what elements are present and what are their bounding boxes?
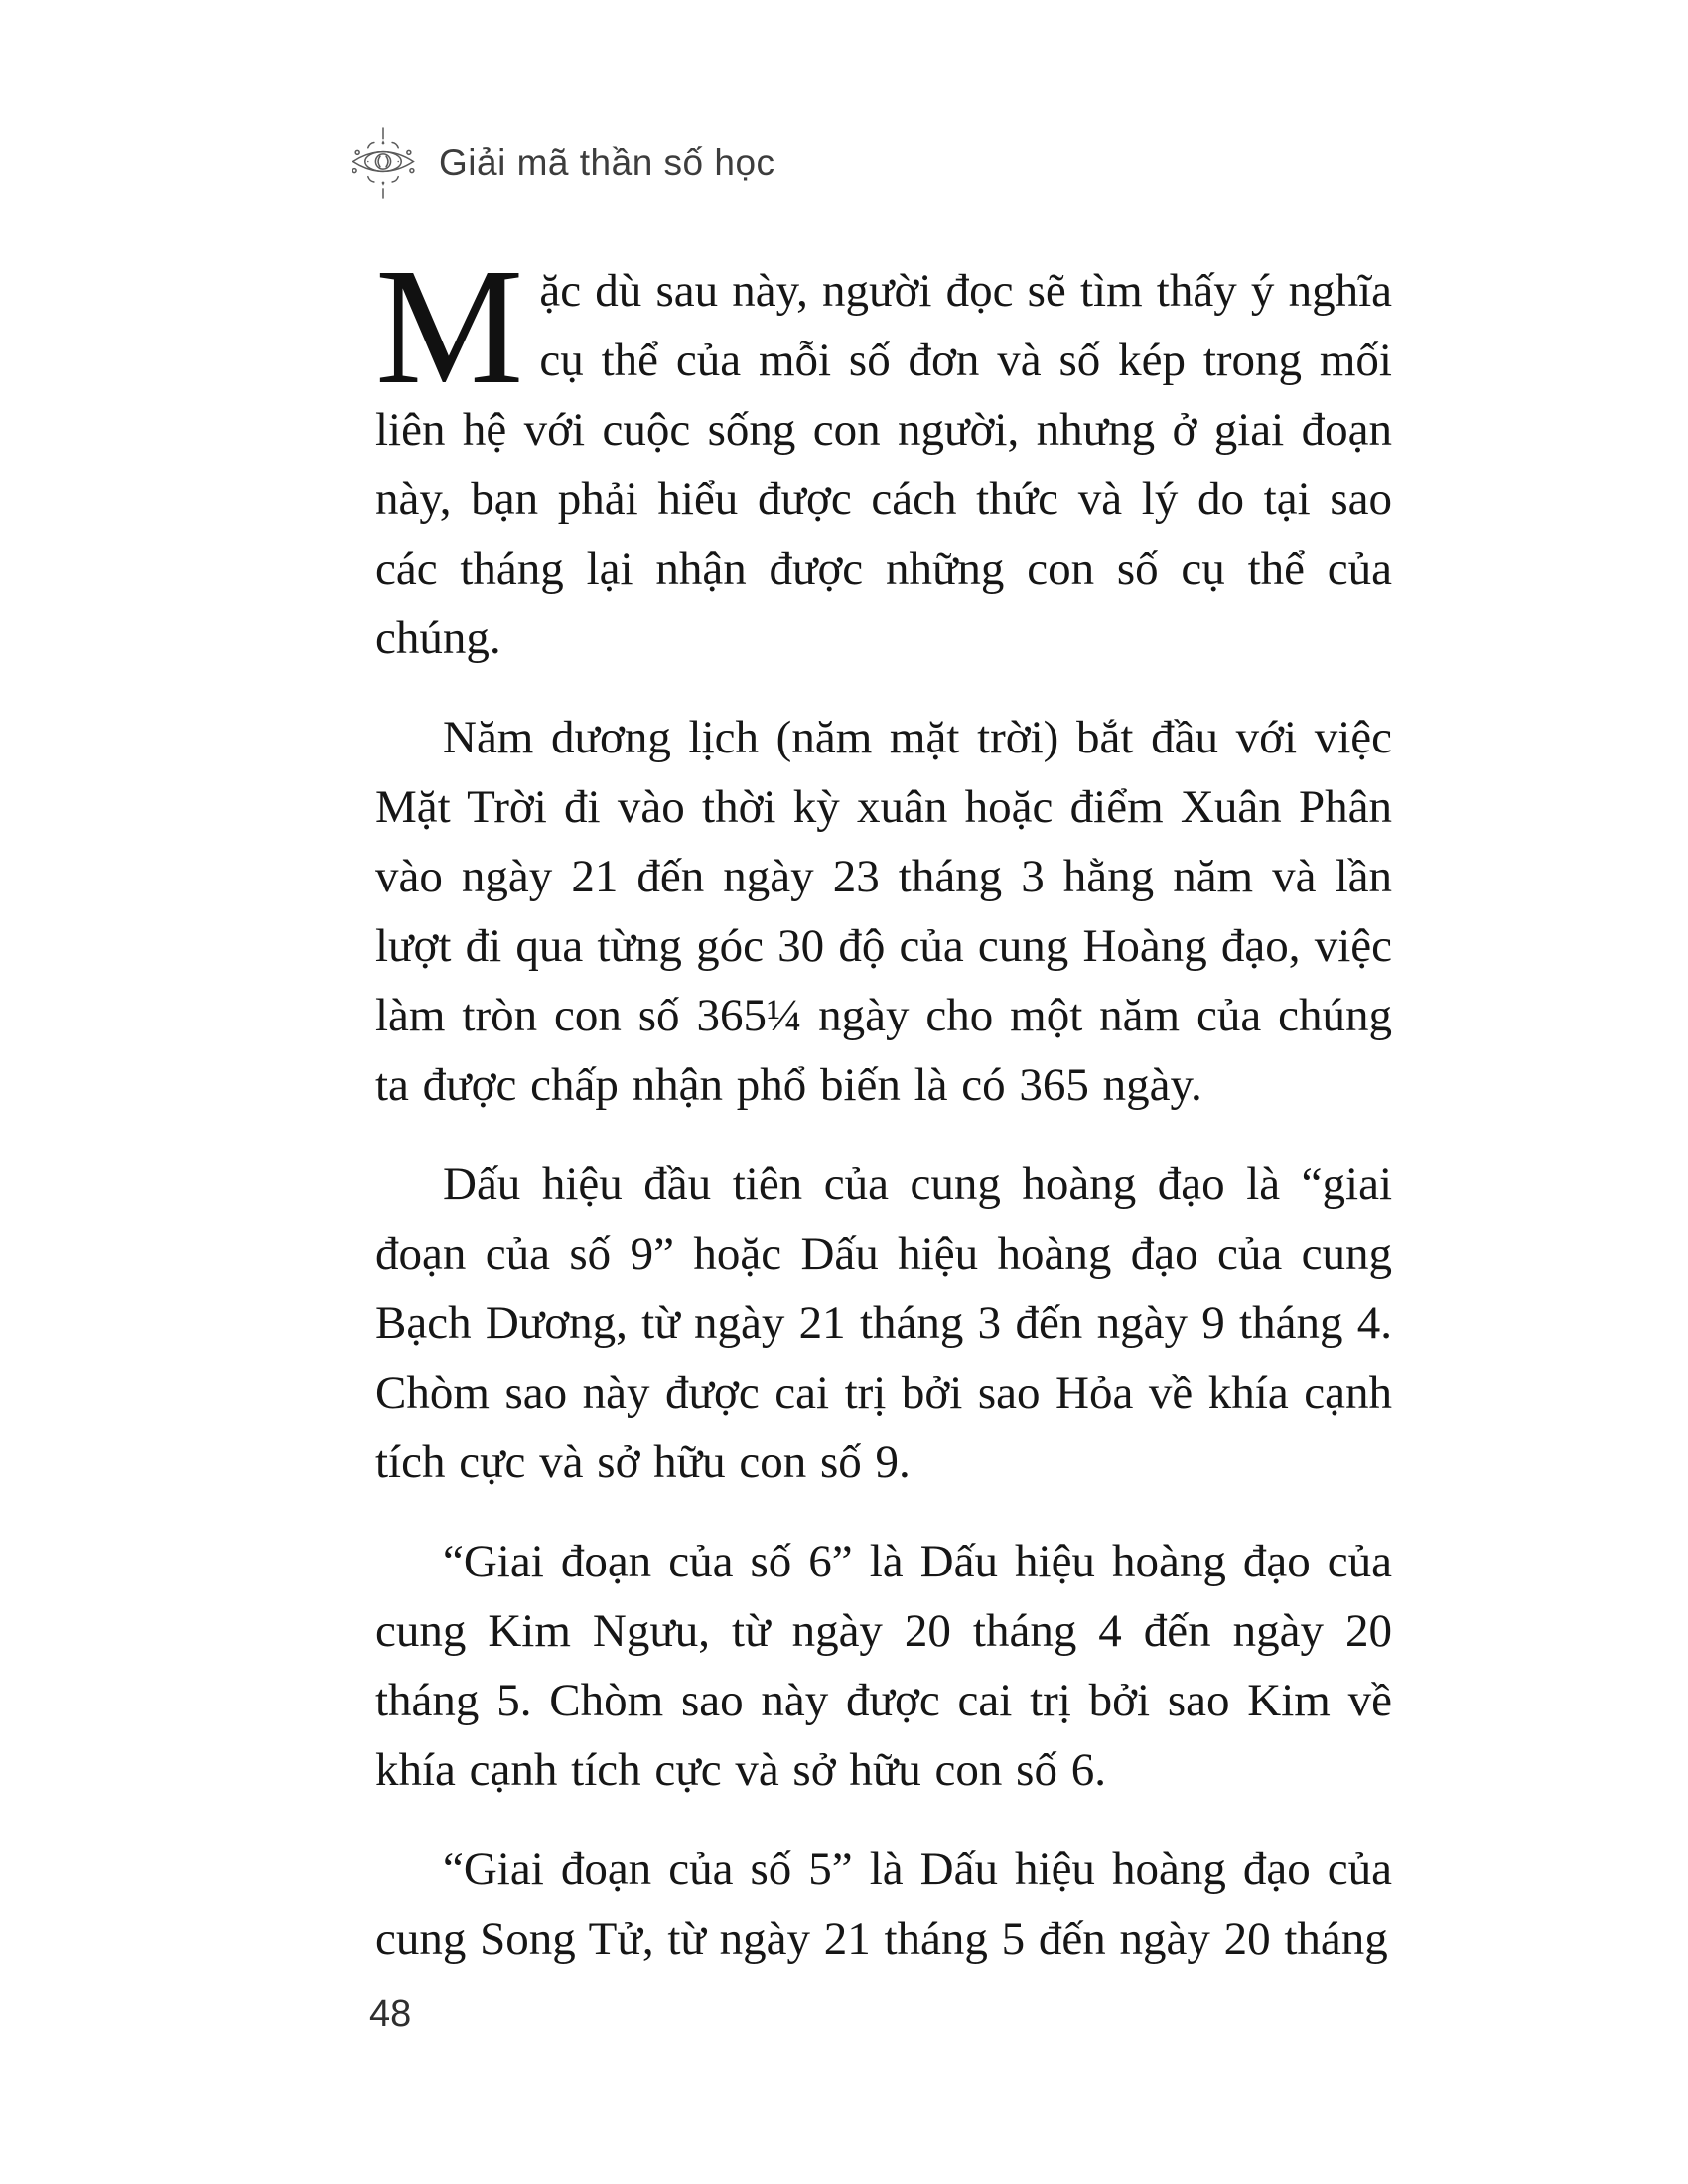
page-title: Giải mã thần số học [439, 142, 775, 183]
page-number: 48 [369, 1993, 412, 2035]
body-text [375, 234, 1392, 2003]
running-header [346, 121, 775, 205]
paragraph [375, 234, 1392, 673]
paragraph: “Giai đoạn của số 6” là Dấu hiệu hoàng đạo của cung Kim Ngưu, từ ngày 20 tháng 4 đến ngày 20 tháng 5. Chòm sao này được cai trị bởi sao Kim về khía cạnh tích cực và sở hữu con số 6. [375, 1536, 1392, 1796]
paragraph: Dấu hiệu đầu tiên của cung hoàng đạo là “giai đoạn của số 9” hoặc Dấu hiệu hoàng đạo của cung Bạch Dương, từ ngày 21 tháng 3 đến ngày 9 tháng 4. Chòm sao này được cai trị bởi sao Hỏa về khía cạnh tích cực và sở hữu con số 9. [375, 1159, 1392, 1488]
paragraph: Năm dương lịch (năm mặt trời) bắt đầu với việc Mặt Trời đi vào thời kỳ xuân hoặc điểm Xuân Phân vào ngày 21 đến ngày 23 tháng 3 hằng năm và lần lượt đi qua từng góc 30 độ của cung Hoàng đạo, việc làm tròn con số 365¼ ngày cho một năm của chúng ta được chấp nhận phổ biến là có 365 ngày. [375, 712, 1392, 1111]
paragraph: “Giai đoạn của số 5” là Dấu hiệu hoàng đạo của cung Song Tử, từ ngày 21 tháng 5 đến ngày 20 tháng [375, 1843, 1392, 1965]
mystical-eye-icon [346, 121, 421, 205]
drop-cap: M [375, 234, 524, 419]
paragraph-text: ặc dù sau này, người đọc sẽ tìm thấy ý nghĩa cụ thể của mỗi số đơn và số kép trong mối liên hệ với cuộc sống con người, nhưng ở giai đoạn này, bạn phải hiểu được cách thức và lý do tại sao các tháng lại nhận được những con số cụ thể của chúng. [375, 265, 1392, 664]
